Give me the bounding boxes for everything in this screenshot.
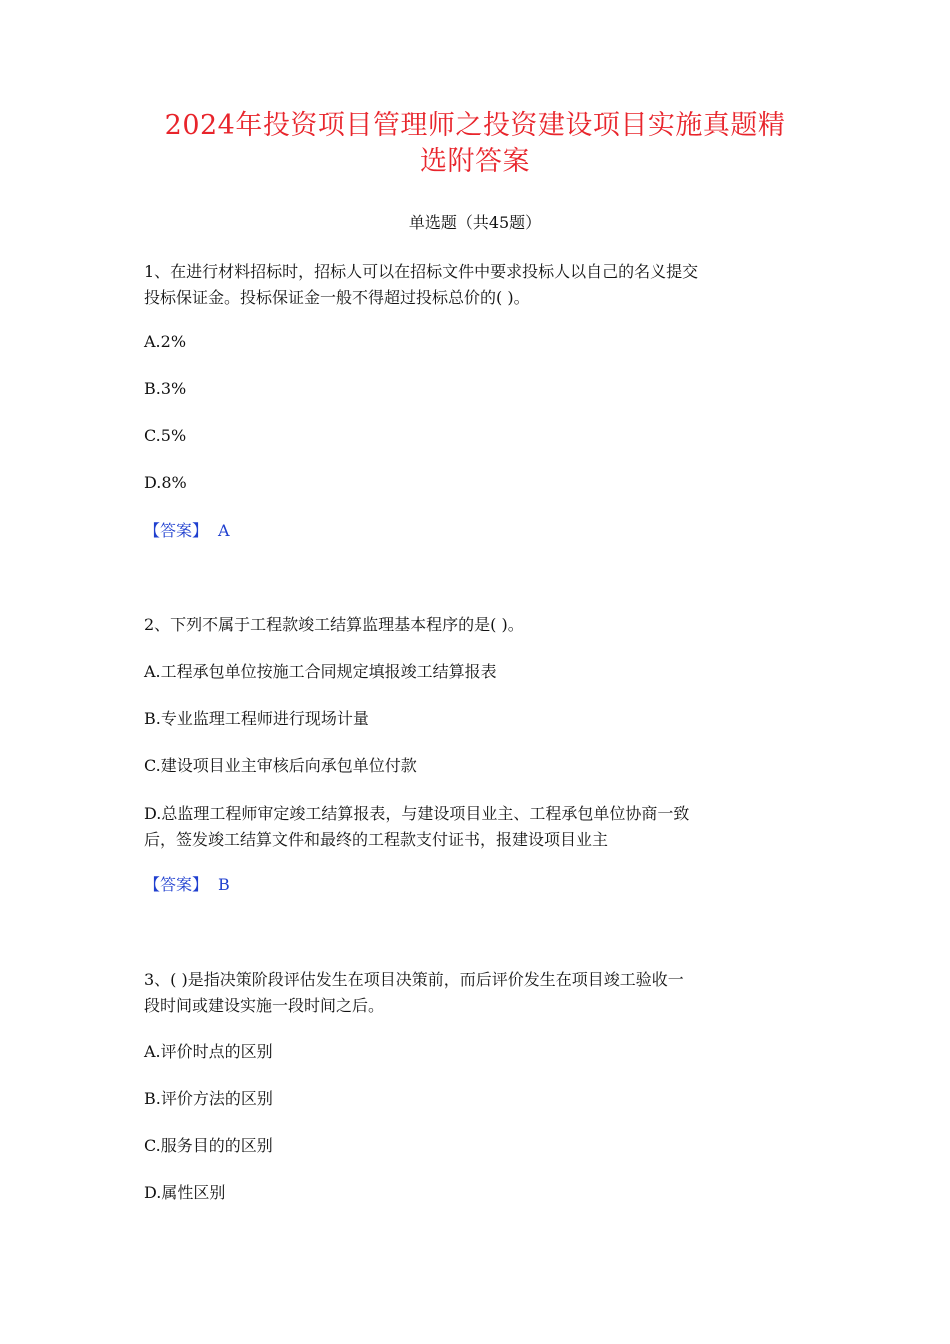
question-2-option-b: B.专业监理工程师进行现场计量	[144, 709, 369, 728]
question-2-stem: 2、下列不属于工程款竣工结算监理基本程序的是( )。	[144, 615, 524, 634]
question-3-stem-line-1: 3、( )是指决策阶段评估发生在项目决策前，而后评价发生在项目竣工验收一	[144, 970, 684, 989]
question-2-answer	[144, 873, 230, 897]
section-heading: 单选题（共45题）	[408, 213, 542, 232]
question-2-option-a: A.工程承包单位按施工合同规定填报竣工结算报表	[144, 662, 497, 681]
question-3-option-b: B.评价方法的区别	[144, 1089, 273, 1108]
question-3-stem	[144, 967, 824, 1019]
question-2-option-c: C.建设项目业主审核后向承包单位付款	[144, 756, 417, 775]
question-3-option-a: A.评价时点的区别	[144, 1042, 273, 1061]
question-1-option-a: A.2%	[144, 332, 187, 351]
question-3-stem-line-2: 段时间或建设实施一段时间之后。	[144, 996, 385, 1015]
answer-value: A	[218, 521, 230, 540]
question-1-option-c: C.5%	[144, 426, 187, 445]
question-3-option-c: C.服务目的的区别	[144, 1136, 273, 1155]
question-1-stem-line-2: 投标保证金。投标保证金一般不得超过投标总价的( )。	[144, 288, 530, 307]
answer-value: B	[218, 875, 230, 894]
answer-label: 【答案】	[144, 875, 209, 894]
question-1-answer	[144, 519, 230, 543]
question-2-option-d	[144, 801, 824, 853]
title-line-1: 2024年投资项目管理师之投资建设项目实施真题精	[164, 110, 786, 141]
question-1-stem-line-1: 1、在进行材料招标时，招标人可以在招标文件中要求投标人以自己的名义提交	[144, 262, 699, 281]
question-1-option-d: D.8%	[144, 473, 187, 492]
question-2-option-d-line-1: D.总监理工程师审定竣工结算报表，与建设项目业主、工程承包单位协商一致	[144, 804, 690, 823]
question-1-stem	[144, 259, 824, 311]
title-line-2: 选附答案	[420, 146, 530, 177]
answer-label: 【答案】	[144, 521, 209, 540]
question-2-option-d-line-2: 后，签发竣工结算文件和最终的工程款支付证书，报建设项目业主	[144, 830, 609, 849]
question-1-option-b: B.3%	[144, 379, 187, 398]
document-title	[100, 108, 850, 180]
question-3-option-d: D.属性区别	[144, 1183, 226, 1202]
